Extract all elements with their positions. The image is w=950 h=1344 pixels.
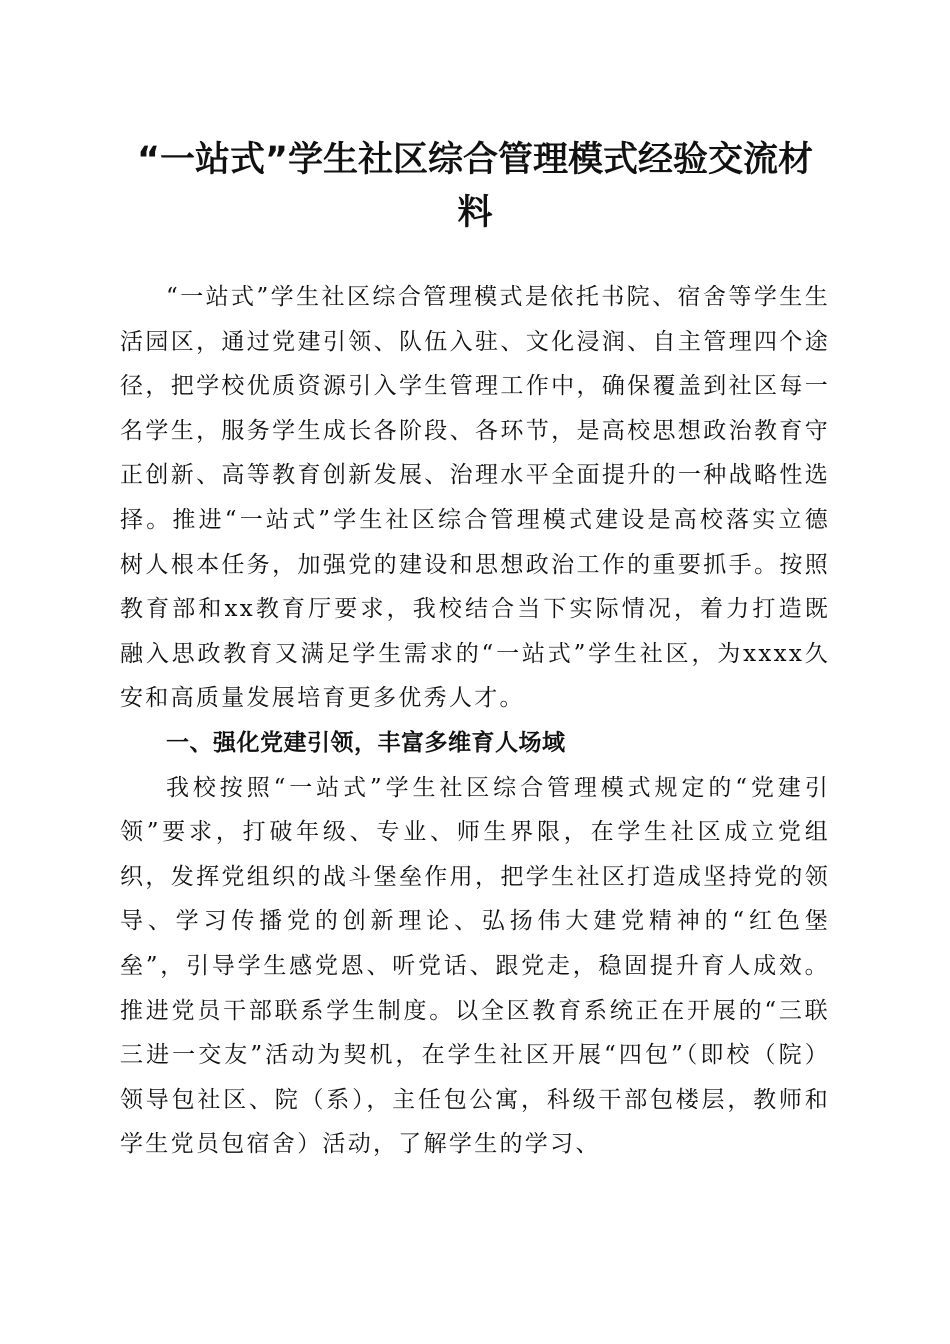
section-heading: 一、强化党建引领，丰富多维育人场域: [166, 729, 566, 756]
intro-paragraph: “一站式”学生社区综合管理模式是依托书院、宿舍等学生生活园区，通过党建引领、队伍入驻、文化浸润、自主管理四个途径，把学校优质资源引入学生管理工作中，确保覆盖到社区每一名学生，服务学生成长各阶段、各环节，是高校思想政治教育守正创新、高等教育创新发展、治理水平全面提升的一种战略性选择。推进“一站式”学生社区综合管理模式建设是高校落实立德树人根本任务，加强党的建设和思想政治工作的重要抓手。按照教育部和xx教育厅要求，我校结合当下实际情况，着力打造既融入思政教育又满足学生需求的“一站式”学生社区，为xxxx久安和高质量发展培育更多优秀人才。: [120, 284, 830, 712]
section-paragraph: 我校按照“一站式”学生社区综合管理模式规定的“党建引领”要求，打破年级、专业、师生界限，在学生社区成立党组织，发挥党组织的战斗堡垒作用，把学生社区打造成坚持党的领导、学习传播党的创新理论、弘扬伟大建党精神的“红色堡垒”，引导学生感党恩、听党话、跟党走，稳固提升育人成效。推进党员干部联系学生制度。以全区教育系统正在开展的“三联三进一交友”活动为契机，在学生社区开展“四包”（即校（院）领导包社区、院（系），主任包公寓，科级干部包楼层，教师和学生党员包宿舍）活动，了解学生的学习、: [120, 774, 830, 1158]
document-title: “一站式”学生社区综合管理模式经验交流材料: [136, 140, 813, 233]
document-body: [120, 275, 830, 1167]
